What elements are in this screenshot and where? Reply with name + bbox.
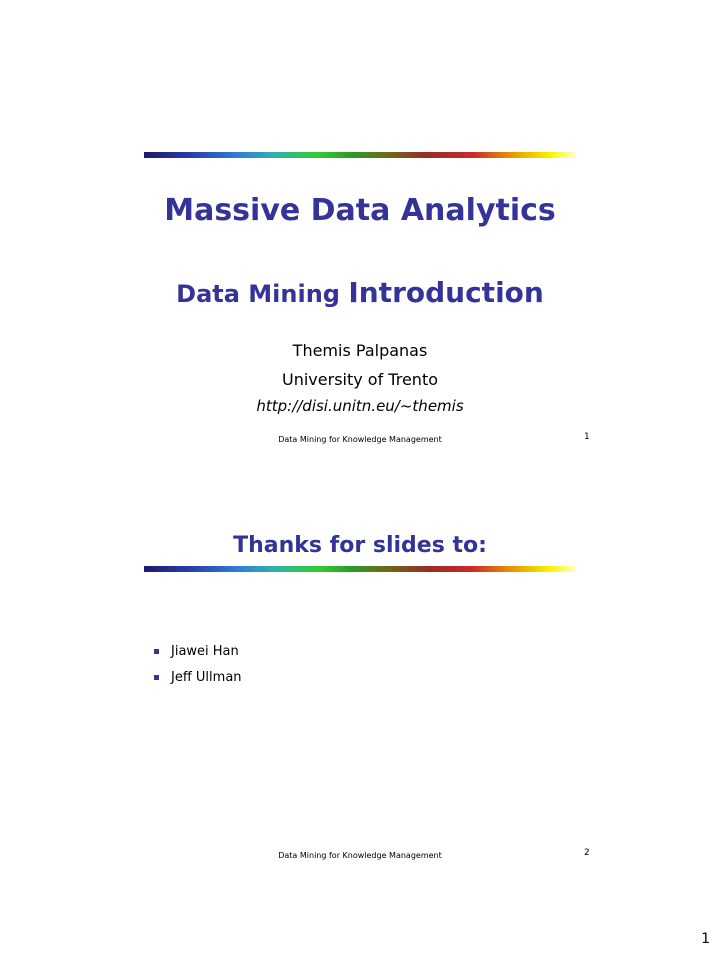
bullet-item — [154, 644, 239, 659]
page-number: 1 — [701, 931, 710, 947]
slide-subtitle — [0, 276, 720, 309]
bullet-text: Jeff Ullman — [171, 670, 242, 685]
slide-footer: Data Mining for Knowledge Management — [278, 851, 442, 860]
bullet-square-icon — [154, 675, 159, 680]
slide-title: Thanks for slides to: — [233, 533, 487, 558]
author-url[interactable]: http://disi.unitn.eu/~themis — [256, 397, 464, 415]
bullet-square-icon — [154, 649, 159, 654]
slide-title: Massive Data Analytics — [164, 193, 556, 228]
affiliation: University of Trento — [282, 370, 438, 389]
bullet-text: Jiawei Han — [171, 644, 239, 659]
slide-number: 1 — [584, 432, 590, 442]
decorative-gradient-bar — [144, 566, 576, 572]
slide-footer: Data Mining for Knowledge Management — [278, 435, 442, 444]
subtitle-part-1: Data Mining — [176, 280, 349, 308]
author-name: Themis Palpanas — [292, 341, 428, 360]
bullet-item — [154, 670, 242, 685]
decorative-gradient-bar — [144, 152, 576, 158]
slide-number: 2 — [584, 848, 590, 858]
subtitle-part-2: Introduction — [348, 276, 544, 309]
